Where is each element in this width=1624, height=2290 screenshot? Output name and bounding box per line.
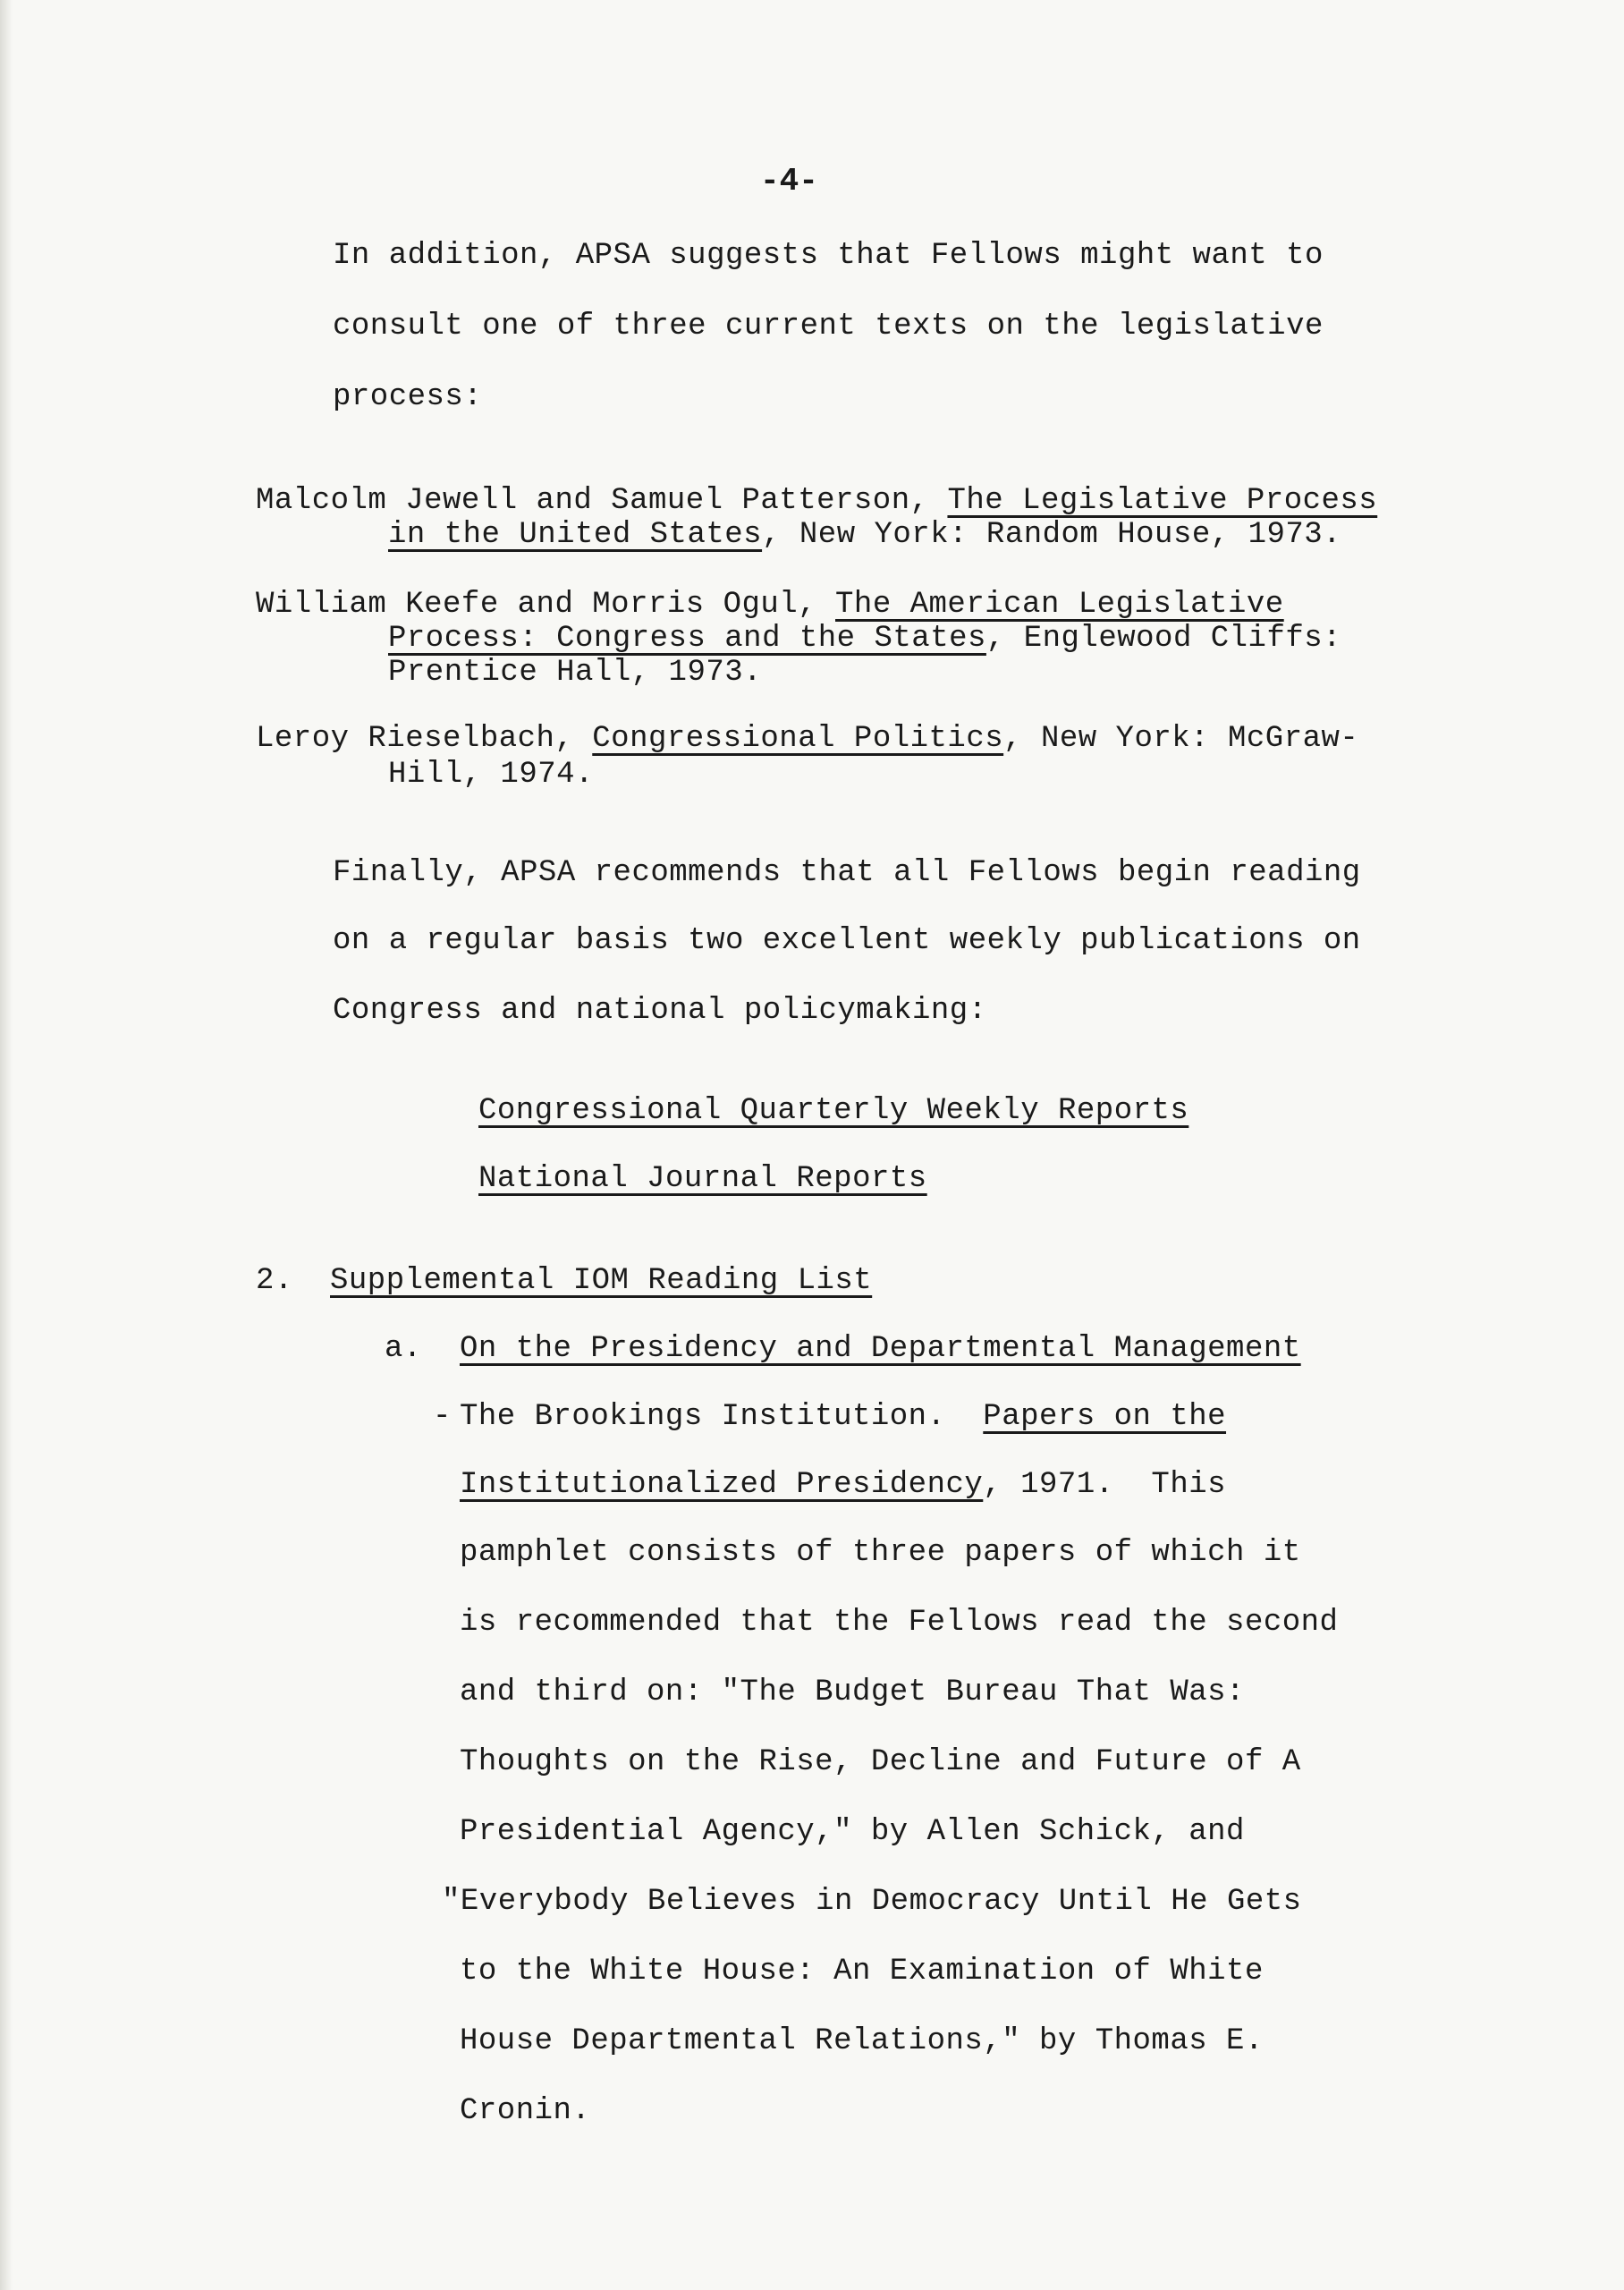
reference-2-title: The American Legislative	[835, 588, 1284, 622]
reference-2-author: William Keefe and Morris Ogul,	[256, 588, 836, 622]
item-body-line-4: Thoughts on the Rise, Decline and Future of A	[460, 1745, 1301, 1779]
item-body-line-3: and third on: "The Budget Bureau That Was:	[460, 1675, 1245, 1709]
publication-1: Congressional Quarterly Weekly Reports	[478, 1094, 1189, 1128]
reference-2-title-cont: Process: Congress and the States	[388, 622, 986, 656]
section-2-heading: Supplemental IOM Reading List	[330, 1264, 873, 1298]
list-dash: -	[433, 1400, 452, 1434]
item-title: Papers on the	[983, 1400, 1227, 1434]
reference-2-place: , Englewood Cliffs:	[985, 622, 1342, 656]
intro-line-2: consult one of three current texts on the legislative	[333, 310, 1324, 344]
reference-1-line-2	[388, 517, 1341, 553]
finally-line-3: Congress and national policymaking:	[333, 994, 987, 1028]
page-number: -4-	[760, 163, 818, 199]
reference-1-line-1	[256, 483, 1377, 519]
reference-2-line-2	[388, 621, 1341, 657]
reference-2-line-3: Prentice Hall, 1973.	[388, 656, 763, 690]
reference-1-publisher: , New York: Random House, 1973.	[762, 518, 1342, 552]
finally-line-1: Finally, APSA recommends that all Fellows begin reading	[333, 856, 1361, 890]
item-title-cont: Institutionalized Presidency	[460, 1468, 984, 1502]
reference-1-title: The Legislative Process	[947, 484, 1378, 518]
reference-3-line-1	[256, 721, 1358, 757]
item-body-line-6: "Everybody Believes in Democracy Until He Gets	[442, 1885, 1302, 1919]
item-line-2	[460, 1467, 1226, 1503]
publication-2: National Journal Reports	[478, 1162, 927, 1196]
reference-3-line-2: Hill, 1974.	[388, 758, 594, 792]
item-year: , 1971. This	[983, 1468, 1227, 1502]
item-body-line-9: Cronin.	[460, 2094, 591, 2128]
item-body-line-7: to the White House: An Examination of White	[460, 1955, 1264, 1989]
item-body-line-5: Presidential Agency," by Allen Schick, and	[460, 1815, 1245, 1849]
reference-3-place: , New York: McGraw-	[1003, 722, 1359, 756]
reference-1-title-cont: in the United States	[388, 518, 763, 552]
item-body-line-8: House Departmental Relations," by Thomas E.	[460, 2024, 1264, 2058]
intro-line-1: In addition, APSA suggests that Fellows might want to	[333, 239, 1324, 273]
item-body-line-2: is recommended that the Fellows read the second	[460, 1606, 1339, 1640]
reference-2-line-1	[256, 587, 1284, 623]
reference-1-author: Malcolm Jewell and Samuel Patterson,	[256, 484, 948, 518]
subsection-a-heading: On the Presidency and Departmental Management	[460, 1332, 1301, 1366]
item-body-line-1: pamphlet consists of three papers of which it	[460, 1536, 1301, 1570]
reference-3-author: Leroy Rieselbach,	[256, 722, 593, 756]
item-source: The Brookings Institution.	[460, 1400, 984, 1434]
intro-line-3: process:	[333, 380, 483, 414]
item-line-1	[460, 1399, 1226, 1435]
section-2-number: 2.	[256, 1264, 293, 1298]
page-edge-shadow	[0, 0, 13, 2290]
finally-line-2: on a regular basis two excellent weekly publications on	[333, 924, 1361, 958]
reference-3-title: Congressional Politics	[592, 722, 1004, 756]
subsection-a-label: a.	[385, 1332, 422, 1366]
